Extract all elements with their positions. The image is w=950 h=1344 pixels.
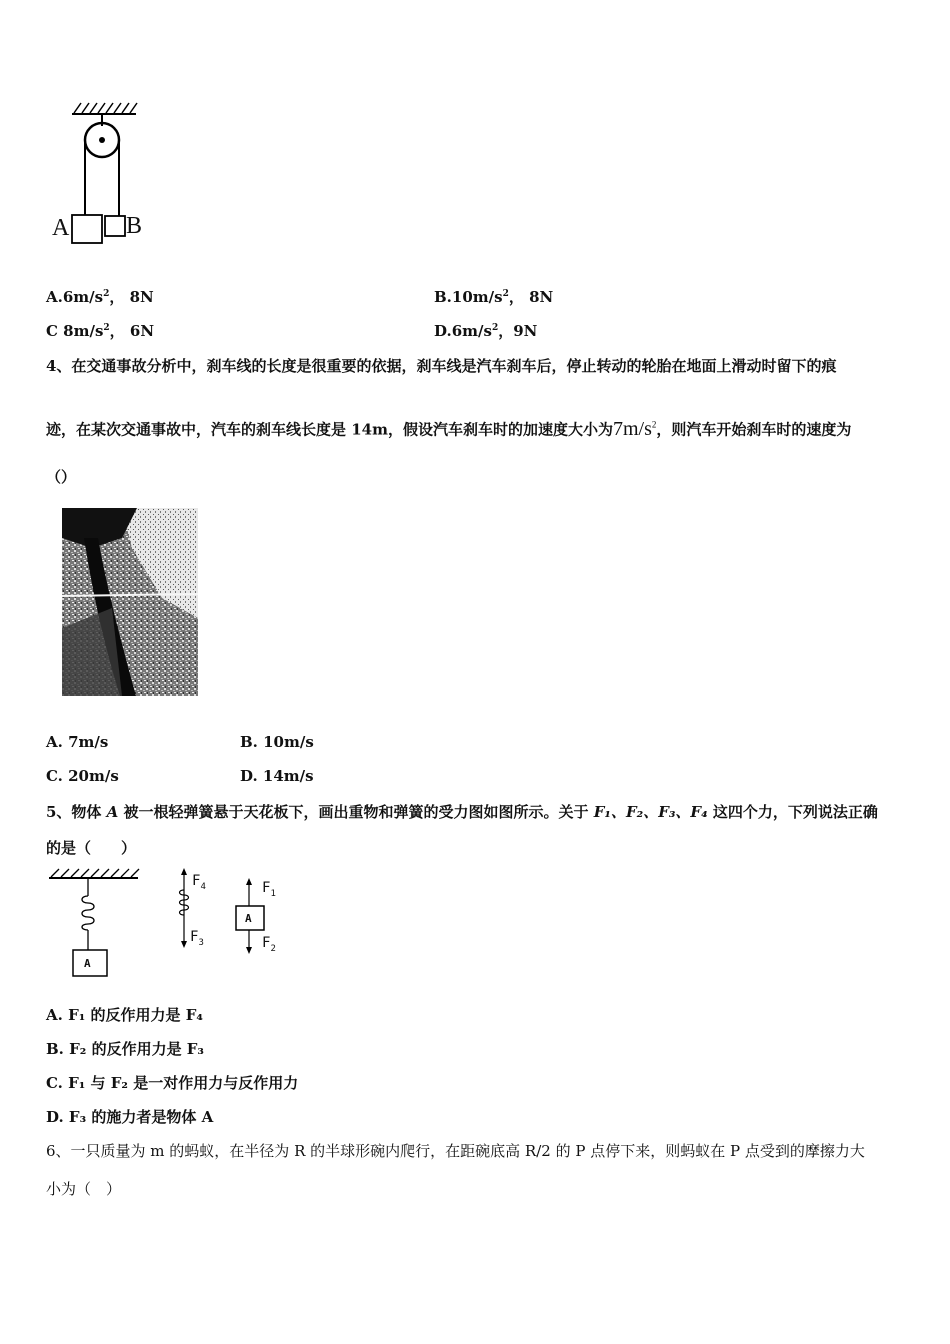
q5-option-b[interactable]: B. F₂ 的反作用力是 F₃ bbox=[46, 1040, 205, 1058]
q4-option-c[interactable]: C. 20m/s bbox=[46, 767, 119, 785]
q5-line2: 的是（ ） bbox=[46, 839, 137, 857]
q4-accel: $7m/s^2$ bbox=[612, 417, 657, 440]
spring-diagram bbox=[46, 866, 146, 981]
label-f1: $F_1$ bbox=[262, 880, 276, 899]
q6-line2: 小为（ ） bbox=[46, 1180, 122, 1198]
label-f4: $F_4$ bbox=[192, 873, 206, 892]
q5-line1: 5、物体 A 被一根轻弹簧悬于天花板下，画出重物和弹簧的受力图如图所示。关于 F₁、F₂、F₃、F₄ 这四个力，下列说法正确 bbox=[46, 803, 878, 821]
q3-option-b[interactable]: $B.10m/s^2$， 8N bbox=[434, 288, 554, 306]
q6-line1: 6、一只质量为 m 的蚂蚁，在半径为 R 的半球形碗内爬行，在距碗底高 R/2 的 P 点停下来，则蚂蚁在 P 点受到的摩擦力大 bbox=[46, 1142, 865, 1160]
label-f2: $F_2$ bbox=[262, 935, 276, 954]
label-f3: $F_3$ bbox=[190, 929, 204, 948]
force-block-label: A bbox=[245, 912, 252, 925]
q3-option-c[interactable]: C $8m/s^2$， 6N bbox=[46, 322, 155, 340]
q5-option-a[interactable]: A. F₁ 的反作用力是 F₄ bbox=[46, 1006, 203, 1024]
q4-option-b[interactable]: B. 10m/s bbox=[240, 733, 314, 751]
q5-option-d[interactable]: D. F₃ 的施力者是物体 A bbox=[46, 1108, 214, 1126]
pulley-label-a: A bbox=[52, 215, 70, 241]
q4-line2: 迹，在某次交通事故中，汽车的刹车线长度是 14m，假设汽车刹车时的加速度大小为$7m/s^2$，则汽车开始刹车时的速度为 bbox=[46, 417, 852, 440]
q4-line1: 4、在交通事故分析中，刹车线的长度是很重要的依据，刹车线是汽车刹车后，停止转动的轮胎在地面上滑动时留下的痕 bbox=[46, 357, 837, 375]
q3-option-d[interactable]: $D.6m/s^2$，9N bbox=[434, 322, 538, 340]
q3-option-a[interactable]: $A.6m/s^2$， 8N bbox=[46, 288, 154, 306]
q4-option-d[interactable]: D. 14m/s bbox=[240, 767, 314, 785]
pulley-label-b: B bbox=[126, 213, 143, 239]
skid-mark-photo bbox=[62, 508, 198, 696]
q4-option-a[interactable]: A. 7m/s bbox=[46, 733, 109, 751]
spring-block-label: A bbox=[84, 957, 91, 970]
q5-option-c[interactable]: C. F₁ 与 F₂ 是一对作用力与反作用力 bbox=[46, 1074, 299, 1092]
q4-line3: （） bbox=[46, 468, 77, 486]
